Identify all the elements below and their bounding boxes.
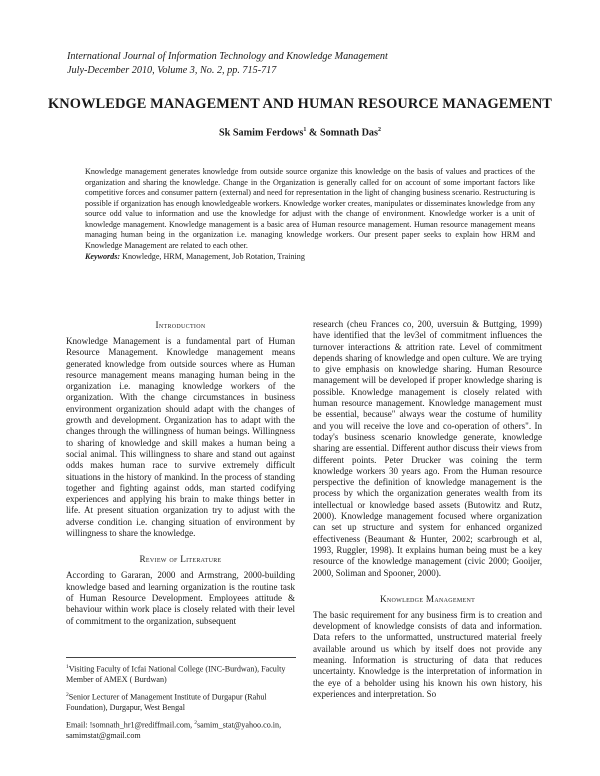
review-heading: Review of Literature	[139, 554, 222, 565]
introduction-heading: Introduction	[155, 320, 206, 330]
footnote-1-mark: 1	[66, 664, 69, 670]
journal-header	[67, 50, 547, 78]
author-1-mark: 1	[303, 127, 307, 133]
abstract-text: Knowledge management generates knowledge from outside source organize this knowledge on the basis of values and practices of the organization and sharing the knowledge. Change in the Organization is generally called for on account of some important factors like competitive forces and consumer pattern (external) and need for representation in the light of changing business scenario. Restructuring is possible if organization has enough knowledgeable workers. Knowledge worker creates, manipulates or disseminates knowledge from any source odd value to information and use the knowledge for adjust with the change of environment. Knowledge worker is a unit of knowledge management. Knowledge management is a basic area of Human resource management. Human resource management means managing human being in the organization i.e. managing knowledge workers. Our present paper seeks to explain how HRM and Knowledge Management are related to each other.	[85, 167, 535, 250]
email-a: Email: !somnath_hr1@rediffmail.com,	[66, 720, 195, 730]
footnote-1	[66, 662, 298, 686]
footnotes	[66, 662, 298, 746]
email-mark: 2	[194, 719, 197, 726]
knowledge-management-text: The basic requirement for any business firm is to creation and development of knowledge consists of data and information. Data refers to the unformatted, unstructured material freely available around us which by itself does not provide any meaning. Information is structuring of data that reduces uncertainty. Knowledge is the interpretation of information in the eye of a beholder using his known his own history, his experiences and interpretation. So	[313, 609, 542, 699]
footnote-2	[66, 690, 298, 714]
keywords-list: Knowledge, HRM, Management, Job Rotation, Training	[120, 252, 305, 261]
footnote-email	[66, 718, 298, 742]
knowledge-management-heading: Knowledge Management	[379, 593, 476, 604]
author-2-mark: 2	[377, 127, 381, 133]
abstract	[85, 167, 535, 263]
author-line	[40, 127, 560, 138]
author-2: Somnath Das	[319, 127, 378, 139]
footnote-rule	[66, 657, 296, 658]
footnote-1-text: Visiting Faculty of Icfai National College (INC-Burdwan), Faculty Member of AMEX ( Burdwan)	[66, 664, 286, 685]
author-separator: &	[306, 127, 320, 139]
introduction-text: Knowledge Management is a fundamental part of Human Resource Management. Knowledge management means generated knowledge from outside sources where as Human resource management means managing human being in the organization i.e. managing knowledge workers of the organization. With the change circumstances in business environment organization should adapt with the changes of growth and development. Organization has to adapt with the changes through the willingness of human beings. Willingness to sharing of knowledge and skill makes a human being a social animal. This willingness to share and stand out against odds makes human race to survive extremely difficult situations in the history of mankind. In the process of standing together and fighting against odds, man started codifying experiences and applying his brain to make things better in life. At present situation organization try to adjust with the adverse condition i.e. changing situation of environment by willingness to share the knowledge.	[66, 336, 295, 539]
keywords	[85, 252, 535, 263]
left-column	[66, 319, 295, 627]
footnote-2-mark: 2	[66, 691, 69, 698]
paper-title: KNOWLEDGE MANAGEMENT AND HUMAN RESOURCE MANAGEMENT	[47, 96, 553, 112]
journal-name: International Journal of Information Technology and Knowledge Management	[67, 51, 388, 62]
keywords-label: Keywords:	[85, 252, 121, 261]
author-1: Sk Samim Ferdows	[219, 127, 304, 139]
review-continued-text: research (cheu Frances co, 200, uversuin & Buttging, 1999) have identified that the lev3el of commitment influences the turnover interactions & attrition rate. Level of commitment depends sharing of knowledge and open culture. We are trying to give emphasis on knowledge sharing. Human Resource management will be developed if proper knowledge sharing is possible. Knowledge management is closely related with human resource management. Knowledge management must be essential, because" always wear the costume of humility and you will receive the love and co-operation of others". In today's business scenario knowledge generate, knowledge sharing are essential. Different author discuss their views from different points. Peter Drucker was coining the term knowledge workers 30 years ago. From the Human resource perspective the definition of knowledge management is the process by which the organization generates wealth from its intellectual or knowledge based assets (Butowitz and Rutz, 2000). Knowledge management focused where organization can set up structure and system for enhanced organized effectiveness (Beaumant & Hunter, 2002; scarbrough et al, 1993, Ruggler, 1998). It explains human being must be a key resource of the knowledge management (civic 2000; Gooijer, 2000, Soliman and Spooner, 2000).	[313, 319, 542, 578]
footnote-2-text: Senior Lecturer of Management Institute of Durgapur (Rahul Foundation), Durgapur, West Bengal	[66, 692, 267, 713]
right-column	[313, 319, 542, 700]
email-b: samim_stat@yahoo.co.in, samimstat@gmail.com	[66, 720, 282, 741]
review-text: According to Gararan, 2000 and Armstrang, 2000-building knowledge based and learning organization is the routine task of Human Resource Development. Employees attitude & behaviour within work place is closely related with their level of commitment to the organization, subsequent	[66, 570, 295, 626]
journal-issue: July-December 2010, Volume 3, No. 2, pp. 715-717	[67, 65, 277, 76]
